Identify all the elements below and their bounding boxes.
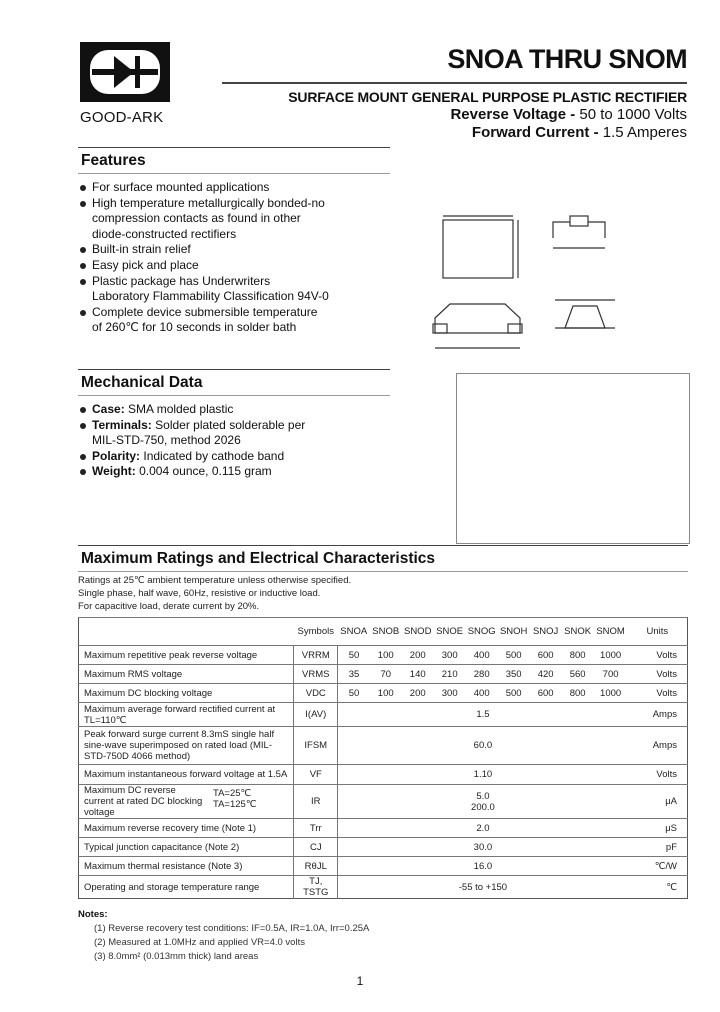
value-cell: 800 [562, 684, 594, 703]
ratings-rule-bottom [78, 571, 688, 572]
header-cell: SNOM [594, 618, 628, 646]
row-unit: pF [628, 838, 688, 857]
row-unit: Amps [628, 703, 688, 727]
condition-labels [213, 788, 257, 810]
good-ark-logo [80, 42, 170, 102]
header-cell: SNOA [338, 618, 370, 646]
value-text: -55 to +150 [458, 881, 508, 893]
ratings-body [79, 646, 688, 899]
value-cell: 50 [338, 646, 370, 665]
row-symbol: VF [294, 765, 338, 785]
forward-current-value: 1.5 Amperes [602, 124, 687, 141]
table-row [79, 703, 688, 727]
brand-name: GOOD-ARK [80, 109, 164, 126]
mechanical-label: Polarity: [92, 448, 141, 463]
mechanical-item [80, 449, 330, 465]
row-unit: ℃/W [628, 857, 688, 876]
table-row [79, 684, 688, 703]
row-symbol: VDC [294, 684, 338, 703]
row-unit: μS [628, 819, 688, 838]
feature-item: High temperature metallurgically bonded-no compression contacts as found in other diode-constructed rectifiers [80, 196, 330, 243]
row-description: Peak forward surge current 8.3mS single half sine-wave superimposed on rated load (MIL-STD-750D 4066 method) [79, 727, 294, 765]
value-cell: 300 [434, 684, 466, 703]
table-row [79, 876, 688, 899]
features-heading: Features [81, 152, 146, 169]
mechanical-text: SMA molded plastic [128, 402, 234, 416]
mechanical-item [80, 464, 330, 480]
row-symbol: IFSM [294, 727, 338, 765]
row-symbol: TJ, TSTG [294, 876, 338, 899]
notes-heading: Notes: [78, 909, 108, 920]
sma-package-drawing [425, 178, 690, 363]
value-cell: 300 [434, 646, 466, 665]
row-unit: Volts [628, 665, 688, 684]
value-cell: 70 [370, 665, 402, 684]
row-description [79, 785, 294, 819]
row-symbol: IR [294, 785, 338, 819]
forward-current-label: Forward Current - [471, 124, 599, 141]
condition-ta-25: TA=25℃ [213, 788, 252, 799]
forward-current-line [472, 124, 687, 141]
value-cell [338, 876, 628, 899]
header-cell [79, 618, 294, 646]
value-cell: 1000 [594, 684, 628, 703]
mechanical-label: Terminals: [92, 417, 152, 432]
row-unit: μA [628, 785, 688, 819]
header-cell: SNOJ [530, 618, 562, 646]
features-list [80, 180, 330, 336]
value-cell: 500 [498, 646, 530, 665]
table-row [79, 646, 688, 665]
table-header-row [79, 618, 688, 646]
value-cell [338, 727, 628, 765]
value-cell: 560 [562, 665, 594, 684]
value-text-second: 200.0 [471, 801, 495, 813]
mechanical-label: Case: [92, 402, 125, 416]
page-number: 1 [356, 974, 364, 988]
header-cell: SNOE [434, 618, 466, 646]
row-description: Maximum thermal resistance (Note 3) [79, 857, 294, 876]
mechanical-text: Indicated by cathode band [143, 448, 285, 463]
mechanical-item [80, 402, 330, 418]
value-cell: 600 [530, 646, 562, 665]
value-cell: 1000 [594, 646, 628, 665]
reverse-voltage-label: Reverse Voltage - [450, 106, 576, 123]
value-text: 30.0 [473, 841, 493, 853]
row-symbol: I(AV) [294, 703, 338, 727]
value-cell: 200 [402, 646, 434, 665]
note-item: (3) 8.0mm² (0.013mm thick) land areas [94, 951, 259, 962]
feature-item: Built-in strain relief [80, 242, 330, 258]
subtitle: SURFACE MOUNT GENERAL PURPOSE PLASTIC RECTIFIER [288, 89, 687, 105]
value-cell: 700 [594, 665, 628, 684]
value-cell: 280 [466, 665, 498, 684]
row-description: Maximum reverse recovery time (Note 1) [79, 819, 294, 838]
reverse-voltage-value: 50 to 1000 Volts [579, 106, 687, 123]
page-title: SNOA THRU SNOM [447, 44, 687, 74]
table-row [79, 819, 688, 838]
row-description: Maximum DC blocking voltage [79, 684, 294, 703]
value-cell: 100 [370, 646, 402, 665]
condition-line: Ratings at 25℃ ambient temperature unless otherwise specified. [78, 575, 352, 586]
value-cell: 50 [338, 684, 370, 703]
condition-line: Single phase, half wave, 60Hz, resistive or inductive load. [78, 588, 321, 599]
mechanical-text: Solder plated solderable per MIL-STD-750, method 2026 [92, 417, 306, 448]
table-row [79, 727, 688, 765]
value-cell: 400 [466, 684, 498, 703]
row-symbol: Trr [294, 819, 338, 838]
reverse-voltage-line [450, 106, 687, 123]
row-description: Maximum average forward rectified current at TL=110℃ [79, 703, 294, 727]
feature-item: Plastic package has Underwriters Laboratory Flammability Classification 94V-0 [80, 274, 330, 305]
value-text: 16.0 [473, 860, 493, 872]
header-cell: SNOB [370, 618, 402, 646]
mechanical-rule-bottom [78, 395, 390, 396]
value-text: 5.0 [476, 790, 490, 802]
note-item: (1) Reverse recovery test conditions: IF=0.5A, IR=1.0A, Irr=0.25A [94, 923, 370, 934]
value-cell [338, 703, 628, 727]
row-unit: Volts [628, 765, 688, 785]
mechanical-list [80, 402, 330, 480]
value-cell: 420 [530, 665, 562, 684]
table-row [79, 665, 688, 684]
header-cell: SNOD [402, 618, 434, 646]
value-cell: 350 [498, 665, 530, 684]
value-cell: 35 [338, 665, 370, 684]
value-cell [338, 819, 628, 838]
row-unit: Volts [628, 646, 688, 665]
table-row [79, 785, 688, 819]
value-cell: 210 [434, 665, 466, 684]
value-cell [338, 857, 628, 876]
value-text: 2.0 [476, 822, 490, 834]
row-description: Operating and storage temperature range [79, 876, 294, 899]
ratings-table [78, 617, 688, 899]
table-row [79, 765, 688, 785]
value-text: 60.0 [473, 740, 493, 751]
value-cell: 600 [530, 684, 562, 703]
value-text: 1.5 [476, 709, 490, 720]
condition-ta-125: TA=125℃ [213, 799, 257, 810]
value-cell: 800 [562, 646, 594, 665]
row-unit: Volts [628, 684, 688, 703]
row-symbol: VRRM [294, 646, 338, 665]
row-description-text: Maximum DC reverse current at rated DC blocking voltage [84, 785, 203, 818]
row-description: Maximum RMS voltage [79, 665, 294, 684]
note-item: (2) Measured at 1.0MHz and applied VR=4.0 volts [94, 937, 305, 948]
row-description: Maximum repetitive peak reverse voltage [79, 646, 294, 665]
features-rule-bottom [78, 173, 390, 174]
row-description: Typical junction capacitance (Note 2) [79, 838, 294, 857]
row-description: Maximum instantaneous forward voltage at 1.5A [79, 765, 294, 785]
header-cell: SNOK [562, 618, 594, 646]
row-symbol: RθJL [294, 857, 338, 876]
value-cell [338, 785, 628, 819]
row-symbol: CJ [294, 838, 338, 857]
feature-item: For surface mounted applications [80, 180, 330, 196]
mechanical-label: Weight: [92, 464, 136, 479]
header-cell: Symbols [294, 618, 338, 646]
notes-section [78, 908, 369, 964]
mechanical-text: 0.004 ounce, 0.115 gram [139, 464, 272, 479]
features-rule-top [78, 147, 390, 148]
mechanical-item [80, 418, 330, 449]
header-cell: SNOG [466, 618, 498, 646]
value-cell: 400 [466, 646, 498, 665]
feature-item: Complete device submersible temperature of 260℃ for 10 seconds in solder bath [80, 305, 330, 336]
ratings-rule-top [78, 545, 688, 546]
row-unit: ℃ [628, 876, 688, 899]
title-rule [222, 82, 687, 84]
value-cell: 200 [402, 684, 434, 703]
value-cell [338, 765, 628, 785]
condition-line: For capacitive load, derate current by 20%. [78, 601, 260, 612]
ratings-conditions [78, 574, 351, 613]
mechanical-rule-top [78, 369, 390, 370]
value-cell: 100 [370, 684, 402, 703]
header-cell: Units [628, 618, 688, 646]
row-symbol: VRMS [294, 665, 338, 684]
table-row [79, 838, 688, 857]
dimensions-table [456, 373, 690, 544]
value-cell [338, 838, 628, 857]
value-text: 1.10 [473, 769, 493, 780]
ratings-heading: Maximum Ratings and Electrical Characteristics [81, 550, 436, 567]
table-row [79, 857, 688, 876]
row-unit: Amps [628, 727, 688, 765]
value-cell: 140 [402, 665, 434, 684]
value-cell: 500 [498, 684, 530, 703]
mechanical-heading: Mechanical Data [81, 374, 203, 391]
feature-item: Easy pick and place [80, 258, 330, 274]
header-cell: SNOH [498, 618, 530, 646]
